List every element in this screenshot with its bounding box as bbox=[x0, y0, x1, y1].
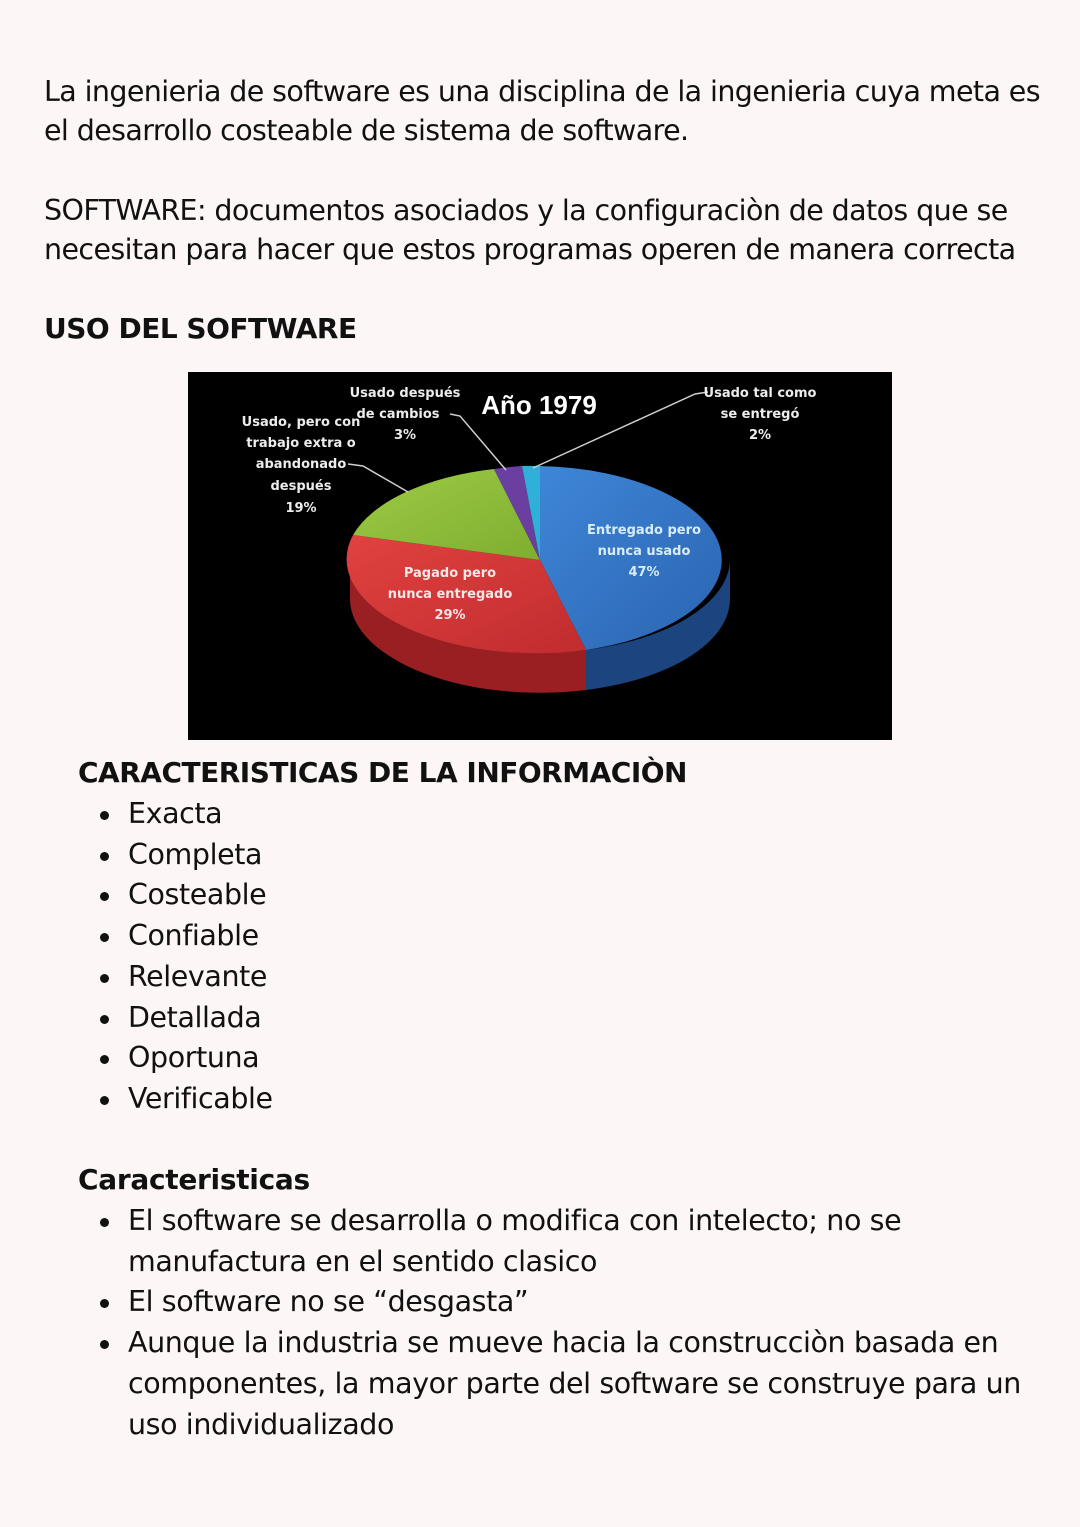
label-green-pct: 19% bbox=[285, 501, 317, 516]
list-item: Costeable bbox=[78, 875, 273, 916]
bullet-icon bbox=[100, 852, 109, 861]
label-blue-line1: Entregado pero bbox=[587, 523, 701, 538]
heading-caracteristicas: Caracteristicas bbox=[78, 1163, 310, 1196]
list-item: Confiable bbox=[78, 916, 273, 957]
list-item: Verificable bbox=[78, 1079, 273, 1120]
bullet-icon bbox=[100, 1340, 109, 1349]
label-cyan-line2: se entregó bbox=[720, 407, 800, 422]
bullet-icon bbox=[100, 1096, 109, 1105]
list-item: Completa bbox=[78, 835, 273, 876]
label-blue-line2: nunca usado bbox=[597, 544, 691, 559]
label-red-line1: Pagado pero bbox=[403, 566, 497, 581]
label-cyan-line1: Usado tal como bbox=[703, 386, 817, 401]
heading-caracteristicas-informacion: CARACTERISTICAS DE LA INFORMACIÒN bbox=[78, 756, 687, 789]
list-caracteristicas-software bbox=[78, 1201, 1038, 1445]
label-purple-pct: 3% bbox=[393, 428, 417, 443]
bullet-icon bbox=[100, 1015, 109, 1024]
pie-chart-uso-software bbox=[188, 372, 892, 740]
label-red-pct: 29% bbox=[434, 608, 466, 623]
list-item: Relevante bbox=[78, 957, 273, 998]
list-item: El software no se “desgasta” bbox=[78, 1282, 1038, 1323]
label-green-line4: después bbox=[270, 479, 332, 494]
intro-paragraph-definition: La ingenieria de software es una disciplina de la ingenieria cuya meta es el desarrollo costeable de sistema de software. bbox=[44, 75, 1040, 147]
bullet-icon bbox=[100, 1299, 109, 1308]
heading-uso-del-software: USO DEL SOFTWARE bbox=[44, 312, 357, 345]
label-blue-pct: 47% bbox=[628, 565, 660, 580]
label-green-line3: abandonado bbox=[255, 457, 347, 472]
label-green-line2: trabajo extra o bbox=[246, 436, 356, 451]
intro-paragraph-software: SOFTWARE: documentos asociados y la configuraciòn de datos que se necesitan para hacer que estos programas operen de manera correcta bbox=[44, 194, 1016, 266]
list-item: Aunque la industria se mueve hacia la construcciòn basada en componentes, la mayor parte del software se construye para un uso individualizado bbox=[78, 1323, 1038, 1445]
label-green-line1: Usado, pero con bbox=[241, 415, 361, 430]
bullet-icon bbox=[100, 811, 109, 820]
label-purple-line2: de cambios bbox=[356, 407, 440, 422]
label-purple-line1: Usado después bbox=[349, 386, 461, 401]
list-item: Exacta bbox=[78, 794, 273, 835]
list-item: Oportuna bbox=[78, 1038, 273, 1079]
list-item: El software se desarrolla o modifica con intelecto; no se manufactura en el sentido clasico bbox=[78, 1201, 1038, 1282]
label-cyan-pct: 2% bbox=[748, 428, 772, 443]
chart-title: Año 1979 bbox=[481, 390, 597, 420]
bullet-icon bbox=[100, 1055, 109, 1064]
list-item: Detallada bbox=[78, 998, 273, 1039]
bullet-icon bbox=[100, 974, 109, 983]
bullet-icon bbox=[100, 933, 109, 942]
label-red-line2: nunca entregado bbox=[387, 587, 513, 602]
bullet-icon bbox=[100, 1218, 109, 1227]
bullet-icon bbox=[100, 892, 109, 901]
list-caracteristicas-informacion bbox=[78, 794, 273, 1120]
